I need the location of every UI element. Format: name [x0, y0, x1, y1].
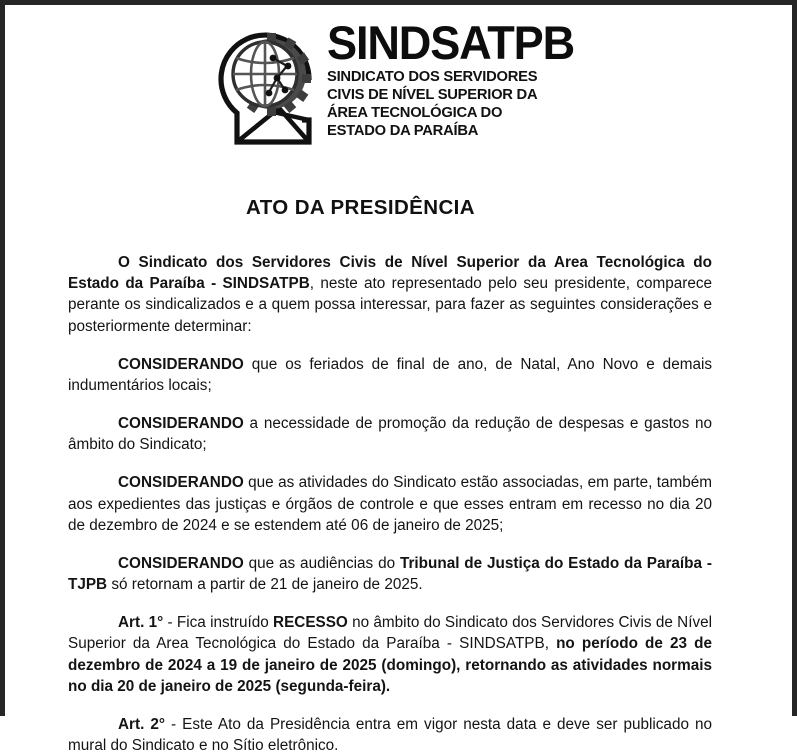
document-title: ATO DA PRESIDÊNCIA [246, 196, 475, 219]
paragraph-considerando-1: CONSIDERANDO que os feriados de final de ano, de Natal, Ano Novo e demais indumentários locais; [68, 355, 712, 394]
paragraph-considerando-4: CONSIDERANDO que as audiências do Tribunal de Justiça do Estado da Paraíba - TJPB só retornam a partir de 21 de janeiro de 2025. [68, 554, 712, 594]
letterhead [5, 5, 792, 152]
paragraph-considerando-3: CONSIDERANDO que as atividades do Sindicato estão associadas, em parte, também aos expedientes das justiças e órgãos de controle e que esses entram em recesso no dia 20 de dezembro de 2024 e se estendem até 06 de janeiro de 2025; [68, 474, 712, 534]
organization-wordmark: SINDSATPB [327, 16, 575, 69]
organization-subtitle-line-2: CIVIS DE NÍVEL SUPERIOR DA [327, 86, 538, 104]
organization-subtitle [327, 68, 577, 140]
organization-subtitle-line-1: SINDICATO DOS SERVIDORES [327, 68, 538, 86]
document-body [5, 252, 792, 756]
letterhead-text [327, 18, 584, 140]
organization-subtitle-line-4: ESTADO DA PARAÍBA [327, 122, 479, 140]
paragraph-preamble: O Sindicato dos Servidores Civis de Nível Superior da Area Tecnológica do Estado da Paraíba - SINDSATPB, neste ato representado pelo seu presidente, comparece perante os sindicalizados e a quem possa interessar, para fazer as seguintes considerações e posteriormente determinar: [68, 254, 712, 335]
paragraph-artigo-2: Art. 2° - Este Ato da Presidência entra em vigor nesta data e deve ser publicado no mural do Sindicato e no Sítio eletrônico. [68, 715, 712, 755]
organization-subtitle-line-3: ÁREA TECNOLÓGICA DO [327, 104, 503, 122]
globe-gear-speech-bubble-icon [213, 22, 321, 152]
document-sheet [5, 5, 792, 755]
paragraph-artigo-1: Art. 1° - Fica instruído RECESSO no âmbito do Sindicato dos Servidores Civis de Nível Superior da Area Tecnológica do Estado da Paraíba - SINDSATPB, no período de 23 de dezembro de 2024 a 19 de janeiro de 2025 (domingo), retornando as atividades normais no dia 20 de janeiro de 2025 (segunda-feira). [68, 614, 713, 695]
paragraph-considerando-2: CONSIDERANDO a necessidade de promoção da redução de despesas e gastos no âmbito do Sindicato; [68, 415, 712, 454]
